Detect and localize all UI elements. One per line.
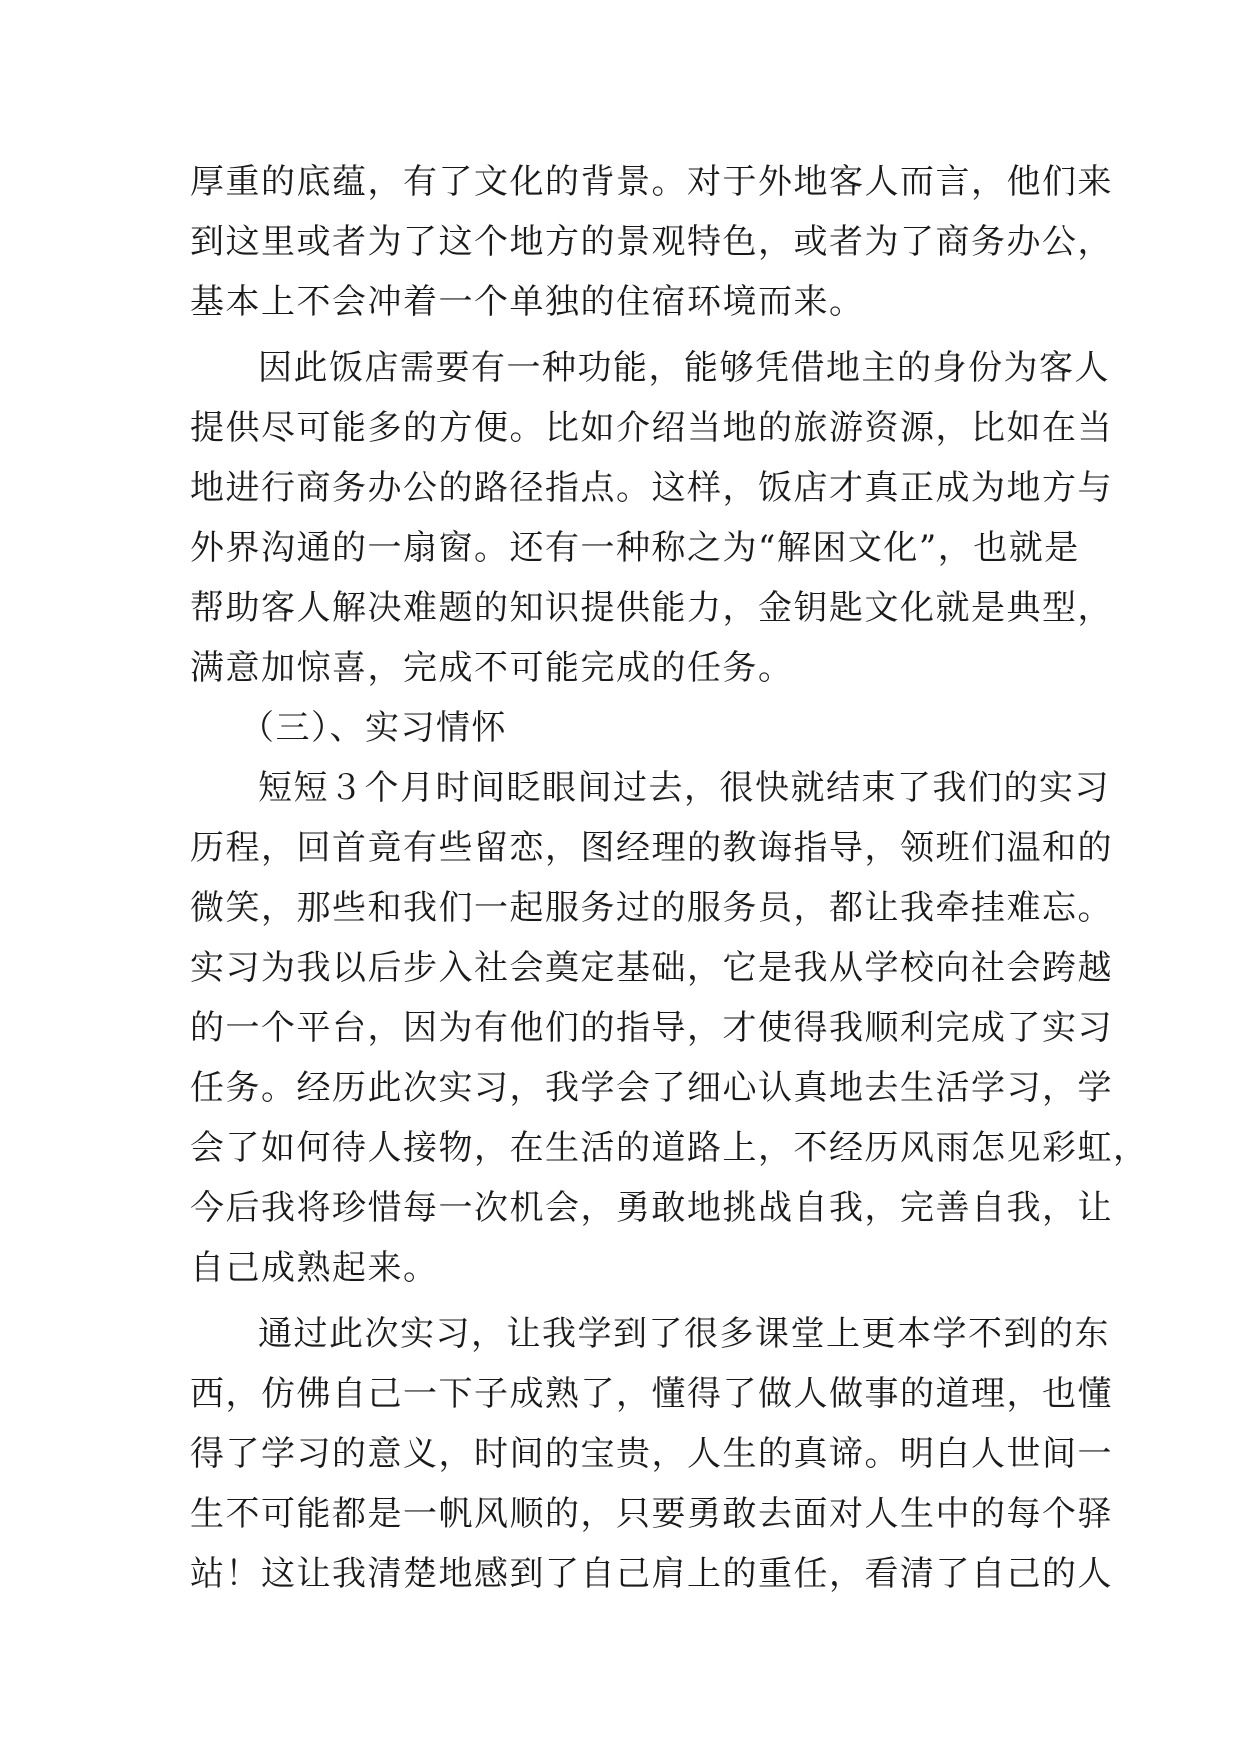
- text-line: 微笑，那些和我们一起服务过的服务员，都让我牵挂难忘。: [190, 888, 1113, 928]
- text-line: 任务。经历此次实习，我学会了细心认真地去生活学习，学: [190, 1068, 1113, 1108]
- paragraph: [190, 152, 1113, 332]
- text-line: 的一个平台，因为有他们的指导，才使得我顺利完成了实习: [190, 1008, 1113, 1048]
- section-heading: [190, 698, 1048, 758]
- text-line: 提供尽可能多的方便。比如介绍当地的旅游资源，比如在当: [190, 408, 1113, 448]
- paragraph: [190, 758, 1149, 1298]
- text-line: 自己成熟起来。: [190, 1248, 439, 1288]
- text-line: 帮助客人解决难题的知识提供能力，金钥匙文化就是典型，: [190, 588, 1113, 628]
- document-page: [190, 152, 1149, 1604]
- text-line: 厚重的底蕴，有了文化的背景。对于外地客人而言，他们来: [190, 162, 1113, 202]
- text-line: 会了如何待人接物，在生活的道路上，不经历风雨怎见彩虹，: [190, 1128, 1149, 1168]
- text-line: 得了学习的意义，时间的宝贵，人生的真谛。明白人世间一: [190, 1434, 1113, 1474]
- paragraph: [190, 1304, 1113, 1604]
- text-line: 地进行商务办公的路径指点。这样，饭店才真正成为地方与: [190, 468, 1113, 508]
- text-line: 外界沟通的一扇窗。还有一种称之为“解困文化”，也就是: [190, 528, 1080, 568]
- text-line: 满意加惊喜，完成不可能完成的任务。: [190, 648, 794, 688]
- section-heading-text: （三）、实习情怀: [240, 708, 507, 748]
- text-line: 基本上不会冲着一个单独的住宿环境而来。: [190, 282, 865, 322]
- text-line: 到这里或者为了这个地方的景观特色，或者为了商务办公，: [190, 222, 1113, 262]
- text-line: 历程，回首竟有些留恋，图经理的教诲指导，领班们温和的: [190, 828, 1113, 868]
- text-line: 生不可能都是一帆风顺的，只要勇敢去面对人生中的每个驿: [190, 1494, 1113, 1534]
- text-line: 因此饭店需要有一种功能，能够凭借地主的身份为客人: [258, 348, 1110, 388]
- text-line: 站！这让我清楚地感到了自己肩上的重任，看清了自己的人: [190, 1554, 1113, 1594]
- text-line: 今后我将珍惜每一次机会，勇敢地挑战自我，完善自我，让: [190, 1188, 1113, 1228]
- text-line: 西，仿佛自己一下子成熟了，懂得了做人做事的道理，也懂: [190, 1374, 1113, 1414]
- text-line: 通过此次实习，让我学到了很多课堂上更本学不到的东: [258, 1314, 1110, 1354]
- text-line: 实习为我以后步入社会奠定基础，它是我从学校向社会跨越: [190, 948, 1113, 988]
- text-line: 短短３个月时间眨眼间过去，很快就结束了我们的实习: [258, 768, 1110, 808]
- paragraph: [190, 338, 1113, 698]
